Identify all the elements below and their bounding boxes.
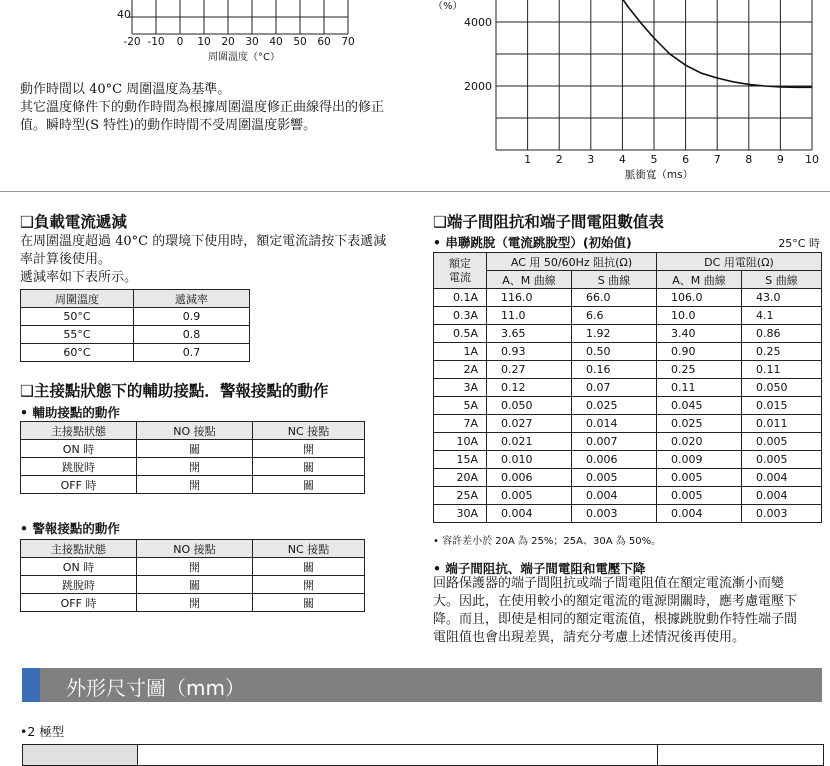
table-row: 7A 0.027 0.014 0.025 0.011 [434,415,822,433]
table-row: 0.5A 3.65 1.92 3.40 0.86 [434,325,822,343]
x-tick-label: 7 [713,153,721,166]
alarm-contacts-table: 主接點狀態 NO 接點 NC 接點 ON 時 開 關 跳脫時 關 開 OFF 時 開 關 [20,539,365,612]
series-line [616,0,812,87]
table-row: 1A 0.93 0.50 0.90 0.25 [434,343,822,361]
left-chart-y-tick: 40 [117,8,131,21]
table-row: 30A 0.004 0.003 0.004 0.003 [434,505,822,523]
derating-col-rate: 遞減率 [134,290,250,308]
x-tick-label: 10 [805,153,819,166]
contacts-heading: ❑主接點狀態下的輔助接點．警報接點的動作 [20,382,329,400]
frame-header-cell [23,745,138,765]
two-pole-subheading: •2 極型 [20,724,65,739]
x-tick-label: 5 [650,153,658,166]
derating-table [20,289,250,362]
table-row: 2A 0.27 0.16 0.25 0.11 [434,361,822,379]
table-row: 5A 0.050 0.025 0.045 0.015 [434,397,822,415]
intro-paragraph: 動作時間以 40°C 周圍溫度為基準。 其它溫度條件下的動作時間為根據周圍溫度修正曲線得出的修正 值。瞬時型(S 特性)的動作時間不受周圍溫度影響。 [20,82,385,133]
temperature-note: 25°C 時 [778,237,820,250]
table-row: 20A 0.006 0.005 0.005 0.004 [434,469,822,487]
table-row: 0.1A 116.0 66.0 106.0 43.0 [434,289,822,307]
table-row: 60°C 0.7 [21,344,250,362]
tolerance-note: • 容許差小於 20A 為 25%；25A、30A 為 50%。 [433,536,662,547]
rated-current-header: 額定 電流 [434,253,487,289]
table-row: ON 時 開 關 [21,558,365,576]
section-divider [0,191,830,192]
table-row: OFF 時 開 關 [21,594,365,612]
left-chart-x-tick: 10 [197,36,211,48]
left-chart-x-tick: 60 [317,36,331,48]
left-chart-x-tick: 30 [245,36,259,48]
pulse-chart-y-label: （%） [433,1,463,12]
left-chart-x-tick: 50 [293,36,307,48]
dimensions-banner [22,668,822,702]
table-row: 0.3A 11.0 6.6 10.0 4.1 [434,307,822,325]
x-tick-label: 4 [618,153,626,166]
table-row: OFF 時 開 關 [21,476,365,494]
table-row: 50°C 0.9 [21,308,250,326]
left-chart-x-tick: 20 [221,36,235,48]
pulse-width-chart [460,0,830,185]
left-chart-x-tick: 40 [269,36,283,48]
left-chart-x-tick: 0 [176,36,184,48]
voltage-drop-paragraph: 回路保護器的端子間阻抗或端子間電阻值在額定電流漸小而變 大。因此，在使用較小的額定電流的電源開關時，應考慮電壓下 降。而且，即使是相同的額定電流值，根據跳脫動作特性端子間 電阻值也會出現差異，請充分考慮上述情況後再使用。 [433,576,798,645]
derating-heading: ❑負載電流遞減 [20,213,127,231]
x-tick-label: 8 [745,153,753,166]
y-tick-label: 4000 [464,16,492,29]
resistance-subheading: • 串聯跳脫（電流跳脫型）(初始值) [433,235,632,250]
resistance-table: 額定 電流 AC 用 50/60Hz 阻抗(Ω) DC 用電阻(Ω) A、M 曲線 S 曲線 A、M 曲線 S 曲線 0.1A 116.0 66.0 106.0 43.0 0.3A 11.0 6.6 10.0 4.1 0.5A 3.65 1.92 3.40 0.86 1A 0.93 0.50 0.90 0.25 2A 0.27 0.16 0.25 0.11 3A 0.12 0.07 0.11 0.050 5A 0.050 0.025 0.045 0.015 7A 0.027 0.014 0.025 0.011 10A 0.021 0.007 0.020 0.005 15A 0.010 0.006 0.009 0.005 20A 0.006 0.005 0.005 0.004 25A 0.005 0.004 0.005 0.004 30A 0.004 0.003 0.004 0.003 [433,252,822,523]
table-row: 跳脫時 開 關 [21,458,365,476]
x-tick-label: 2 [555,153,563,166]
table-row: 跳脫時 關 開 [21,576,365,594]
x-axis-label: 脈衝寬（ms） [624,169,694,181]
left-chart-x-tick: -10 [147,36,165,48]
alarm-contacts-subheading: • 警報接點的動作 [20,521,120,536]
derating-col-temp: 周圍溫度 [21,290,134,308]
x-tick-label: 9 [776,153,784,166]
aux-contacts-table: 主接點狀態 NO 接點 NC 接點 ON 時 關 開 跳脫時 開 關 OFF 時 開 關 [20,421,365,494]
table-row: 10A 0.021 0.007 0.020 0.005 [434,433,822,451]
resistance-heading: ❑端子間阻抗和端子間電阻數值表 [433,213,664,231]
x-tick-label: 1 [524,153,532,166]
left-chart-x-tick: -20 [123,36,141,48]
left-chart-x-label: 周圍溫度（°C） [208,52,280,63]
banner-title: 外形尺寸圖（mm） [66,676,245,700]
voltage-drop-subheading: • 端子間阻抗、端子間電阻和電壓下降 [433,561,646,576]
frame-divider [657,745,658,765]
banner-accent [22,668,40,702]
derating-paragraph: 在周圍溫度超過 40°C 的環境下使用時，額定電流請按下表遞減 率計算後使用。 遞減率如下表所示。 [20,234,387,285]
table-row: 25A 0.005 0.004 0.005 0.004 [434,487,822,505]
x-tick-label: 6 [682,153,690,166]
aux-contacts-subheading: • 輔助接點的動作 [20,405,120,420]
left-chart-x-tick: 70 [341,36,355,48]
ac-header: AC 用 50/60Hz 阻抗(Ω) [487,253,657,271]
table-row: ON 時 關 開 [21,440,365,458]
dc-header: DC 用電阻(Ω) [657,253,822,271]
x-tick-label: 3 [587,153,595,166]
table-row: 3A 0.12 0.07 0.11 0.050 [434,379,822,397]
dimension-drawing-frame [22,744,824,766]
table-row: 55°C 0.8 [21,326,250,344]
y-tick-label: 2000 [464,80,492,93]
table-row: 15A 0.010 0.006 0.009 0.005 [434,451,822,469]
